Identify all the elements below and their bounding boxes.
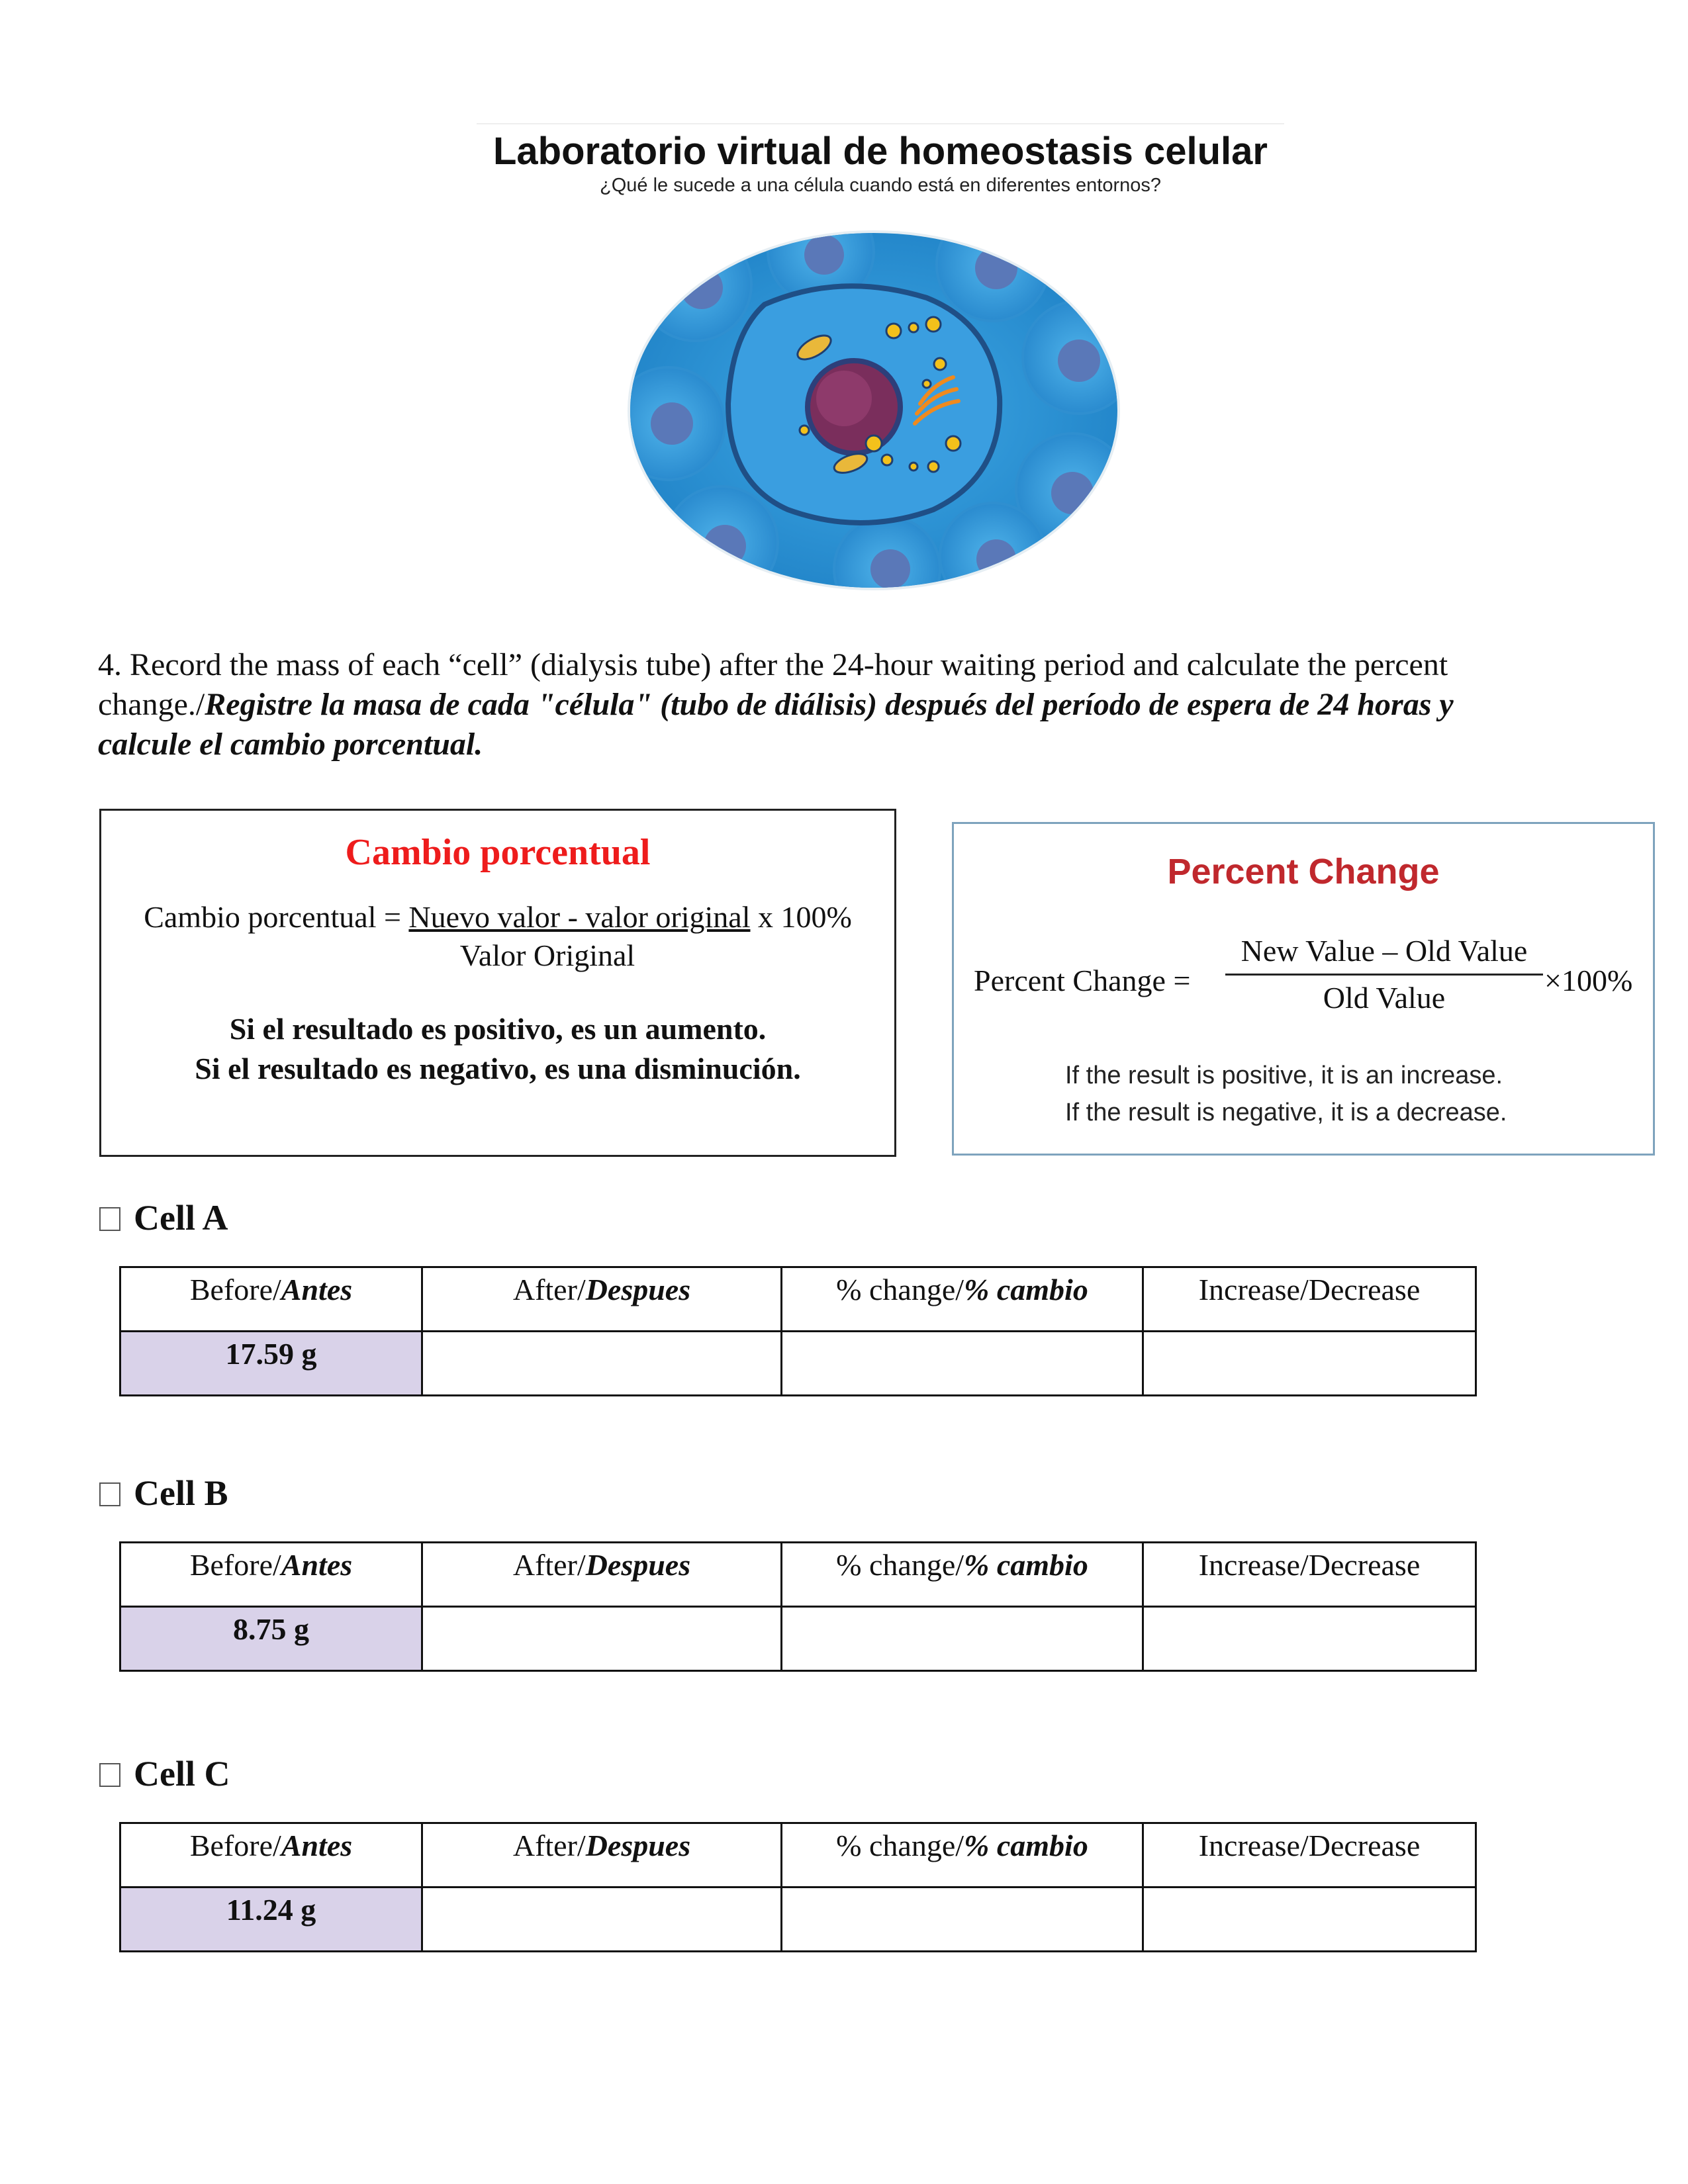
header-after: After/Despues (422, 1543, 782, 1607)
cell-a-change-input[interactable] (782, 1332, 1143, 1396)
cell-b-heading (99, 1472, 228, 1514)
instruction-spanish: Registre la masa de cada "célula" (tubo de diálisis) después del período de espera de 24 horas y calcule el cambio porcentual. (98, 687, 1454, 762)
cell-b-after-input[interactable] (422, 1607, 782, 1671)
table-row (120, 1332, 1476, 1396)
box-en-formula-numerator: New Value – Old Value (1241, 934, 1528, 968)
cell-c-label: Cell C (134, 1754, 230, 1794)
box-es-formula (101, 898, 894, 936)
cell-c-change-input[interactable] (782, 1888, 1143, 1952)
header-direction: Increase/Decrease (1143, 1543, 1476, 1607)
table-row (120, 1607, 1476, 1671)
box-en-formula (974, 930, 1649, 1029)
cell-b-table (119, 1541, 1477, 1672)
box-en-formula-lhs: Percent Change = (974, 964, 1191, 997)
cell-c-before-value: 11.24 g (120, 1888, 422, 1952)
box-en-title: Percent Change (1167, 852, 1440, 891)
table-row (120, 1888, 1476, 1952)
percent-change-box-spanish (99, 809, 896, 1157)
animal-cell-illustration (622, 225, 1125, 596)
instruction-paragraph (98, 645, 1521, 764)
box-es-formula-multiplier: x 100% (750, 900, 852, 934)
box-en-rule-positive: If the result is positive, it is an increase. (1065, 1062, 1503, 1089)
cell-a-table (119, 1266, 1477, 1396)
header-before: Before/Antes (120, 1823, 422, 1888)
header-change: % change/% cambio (782, 1543, 1143, 1607)
percent-change-box-english (952, 822, 1655, 1156)
box-en-rule-negative: If the result is negative, it is a decrease. (1065, 1099, 1507, 1126)
header-change: % change/% cambio (782, 1267, 1143, 1332)
cell-a-after-input[interactable] (422, 1332, 782, 1396)
cell-a-heading (99, 1197, 228, 1239)
table-header-row (120, 1543, 1476, 1607)
header-before: Before/Antes (120, 1267, 422, 1332)
box-en-rules (1065, 1057, 1507, 1131)
cell-a-label: Cell A (134, 1198, 228, 1238)
document-header (477, 123, 1284, 203)
box-es-title: Cambio porcentual (345, 832, 651, 873)
main-cell (728, 286, 1000, 523)
fraction-bar (1225, 974, 1543, 976)
cell-b-label: Cell B (134, 1473, 228, 1513)
box-en-fraction (1225, 930, 1543, 1018)
box-es-rule-positive: Si el resultado es positivo, es un aumento. (229, 1012, 767, 1046)
cell-b-change-input[interactable] (782, 1607, 1143, 1671)
header-direction: Increase/Decrease (1143, 1267, 1476, 1332)
header-change: % change/% cambio (782, 1823, 1143, 1888)
table-header-row (120, 1823, 1476, 1888)
cell-c-table (119, 1822, 1477, 1952)
header-after: After/Despues (422, 1823, 782, 1888)
cell-b-direction-input[interactable] (1143, 1607, 1476, 1671)
box-es-formula-lhs: Cambio porcentual = (144, 900, 409, 934)
header-before: Before/Antes (120, 1543, 422, 1607)
page-subtitle: ¿Qué le sucede a una célula cuando está en diferentes entornos? (599, 175, 1162, 196)
box-es-formula-numerator: Nuevo valor - valor original (408, 900, 751, 934)
cell-b-before-value: 8.75 g (120, 1607, 422, 1671)
page-title: Laboratorio virtual de homeostasis celular (493, 130, 1268, 173)
checkbox-icon[interactable] (99, 1482, 120, 1506)
box-es-formula-denominator: Valor Original (459, 938, 635, 972)
checkbox-icon[interactable] (99, 1207, 120, 1231)
table-header-row (120, 1267, 1476, 1332)
instruction-english: 4. Record the mass of each “cell” (dialysis tube) after the 24-hour waiting period and calculate the percent change./ (98, 647, 1448, 722)
cell-a-before-value: 17.59 g (120, 1332, 422, 1396)
cell-a-direction-input[interactable] (1143, 1332, 1476, 1396)
box-es-rule-negative: Si el resultado es negativo, es una disminución. (195, 1052, 801, 1085)
checkbox-icon[interactable] (99, 1763, 120, 1787)
header-direction: Increase/Decrease (1143, 1823, 1476, 1888)
header-after: After/Despues (422, 1267, 782, 1332)
cell-c-direction-input[interactable] (1143, 1888, 1476, 1952)
cell-c-after-input[interactable] (422, 1888, 782, 1952)
cell-c-heading (99, 1752, 230, 1795)
box-en-formula-denominator: Old Value (1323, 981, 1446, 1015)
box-en-formula-multiplier: ×100% (1544, 964, 1633, 997)
